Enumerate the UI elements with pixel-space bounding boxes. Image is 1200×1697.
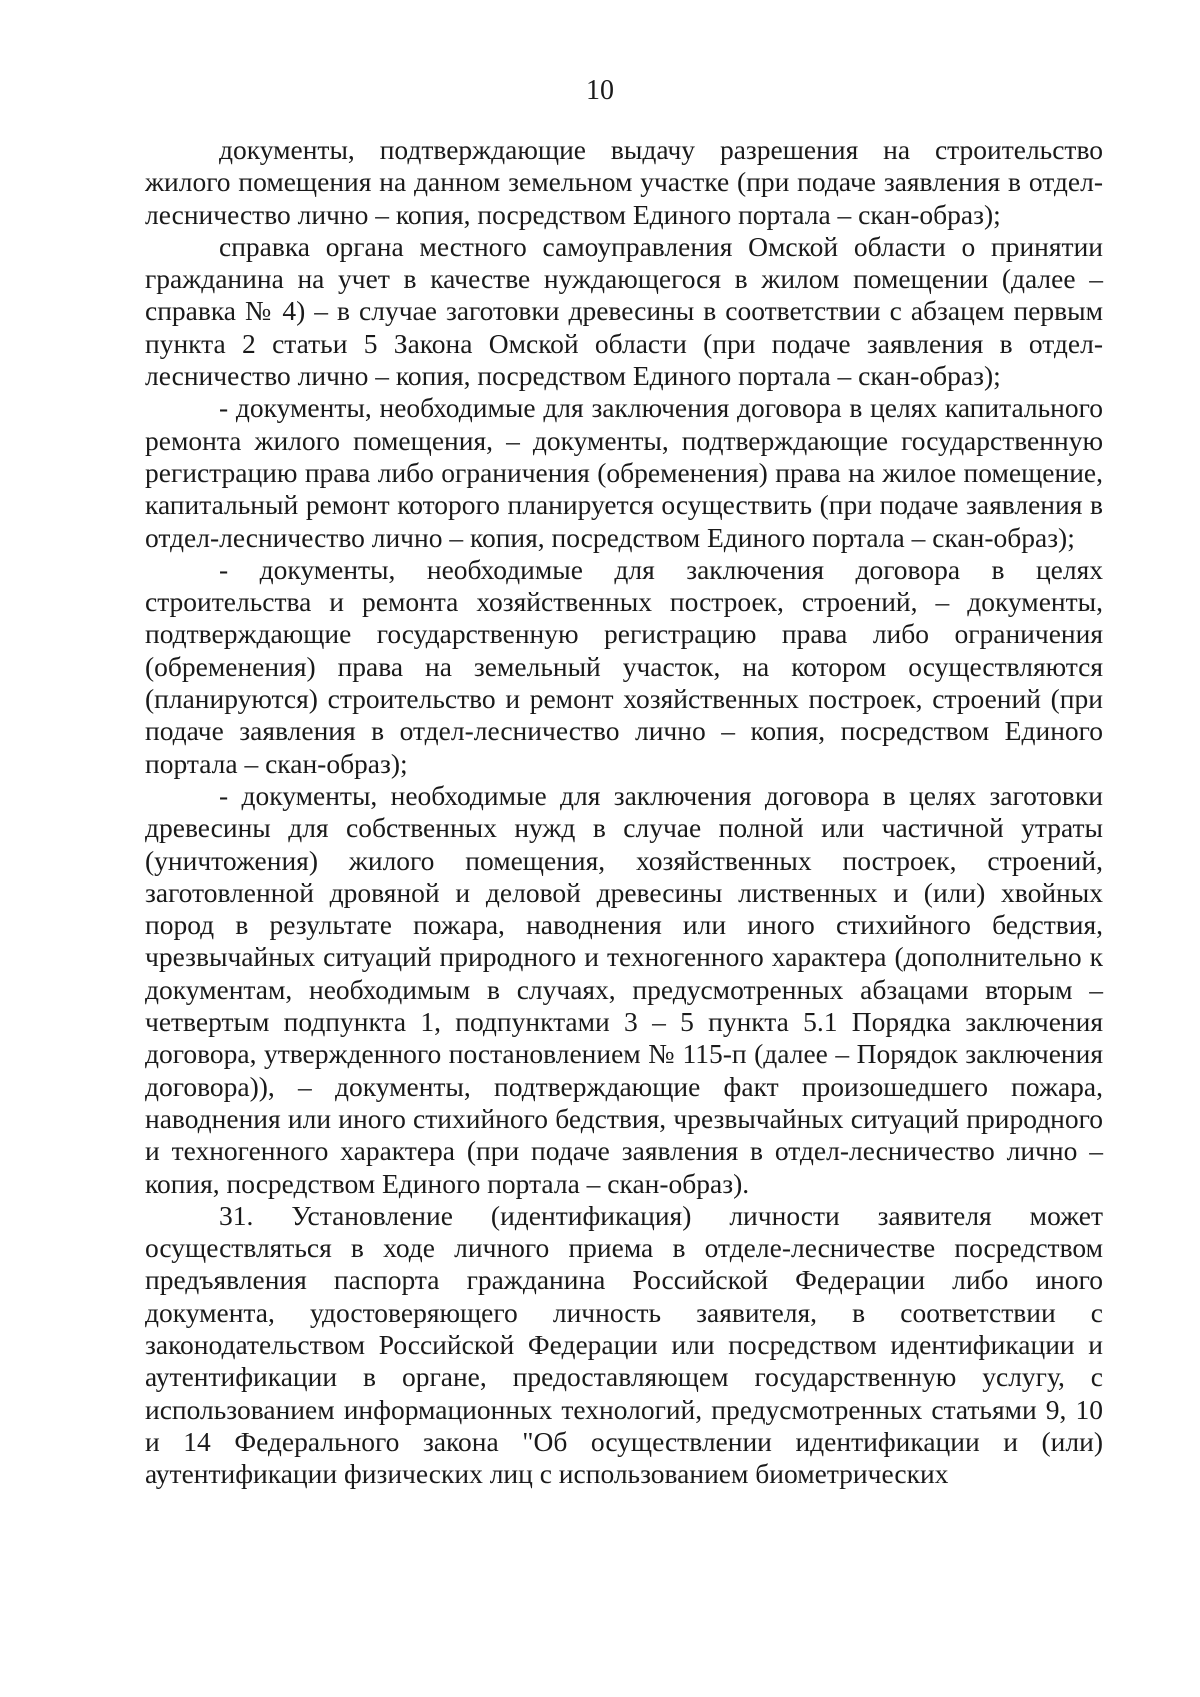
paragraph-disaster-loss: - документы, необходимые для заключения договора в целях заготовки древесины для собственных нужд в случае полной или частичной утраты (уничтожения) жилого помещения, хозяйственных построек, строений, заготовленной дровяной и деловой древесины лиственных и (или) хвойных пород в результате пожара, наводнения или иного стихийного бедствия, чрезвычайных ситуаций природного и техногенного характера (дополнительно к документам, необходимым в случаях, предусмотренных абзацами вторым – четвертым подпункта 1, подпунктами 3 – 5 пункта 5.1 Порядка заключения договора, утвержденного постановлением № 115-п (далее – Порядок заключения договора)), – документы, подтверждающие факт произошедшего пожара, наводнения или иного стихийного бедствия, чрезвычайных ситуаций природного и техногенного характера (при подаче заявления в отдел-лесничество лично – копия, посредством Единого портала – скан-образ). [145,779,1103,1199]
paragraph-capital-repair: - документы, необходимые для заключения договора в целях капитального ремонта жилого помещения, – документы, подтверждающие государственную регистрацию права либо ограничения (обременения) права на жилое помещение, капитальный ремонт которого планируется осуществить (при подаче заявления в отдел-лесничество лично – копия, посредством Единого портала – скан-образ); [145,392,1103,553]
paragraph-outbuildings: - документы, необходимые для заключения договора в целях строительства и ремонта хозяйственных построек, строений, – документы, подтверждающие государственную регистрацию права либо ограничения (обременения) права на земельный участок, на котором осуществляются (планируются) строительство и ремонт хозяйственных построек, строений (при подаче заявления в отдел-лесничество лично – копия, посредством Единого портала – скан-образ); [145,553,1103,779]
paragraph-construction-permit: документы, подтверждающие выдачу разрешения на строительство жилого помещения на данном земельном участке (при подаче заявления в отдел-лесничество лично – копия, посредством Единого портала – скан-образ); [145,134,1103,230]
paragraph-identification: 31. Установление (идентификация) личности заявителя может осуществляться в ходе личного приема в отделе-лесничестве посредством предъявления паспорта гражданина Российской Федерации либо иного документа, удостоверяющего личность заявителя, в соответствии с законодательством Российской Федерации или посредством идентификации и аутентификации в органе, предоставляющем государственную услугу, с использованием информационных технологий, предусмотренных статьями 9, 10 и 14 Федерального закона "Об осуществлении идентификации и (или) аутентификации физических лиц с использованием биометрических [145,1199,1103,1490]
paragraph-certificate-4: справка органа местного самоуправления Омской области о принятии гражданина на учет в качестве нуждающегося в жилом помещении (далее – справка № 4) – в случае заготовки древесины в соответствии с абзацем первым пункта 2 статьи 5 Закона Омской области (при подаче заявления в отдел-лесничество лично – копия, посредством Единого портала – скан-образ); [145,230,1103,392]
page-number: 10 [586,75,614,106]
document-body [145,134,1103,1490]
